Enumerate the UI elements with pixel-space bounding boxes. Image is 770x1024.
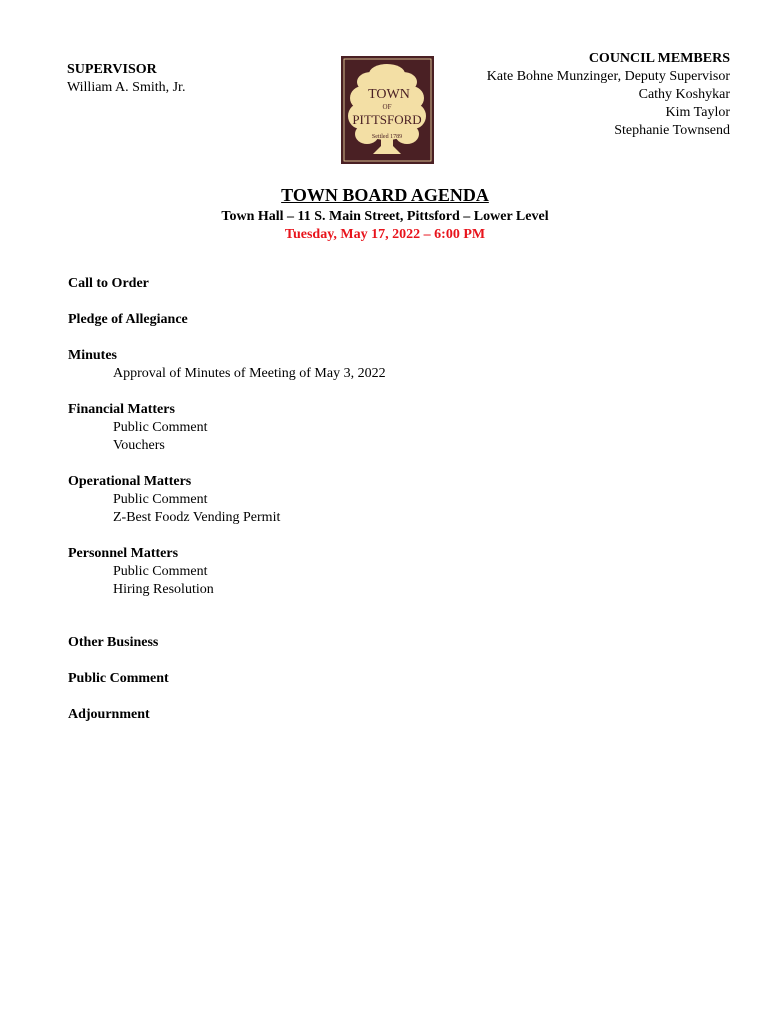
section-heading: Personnel Matters	[68, 546, 179, 561]
section-heading: Public Comment	[68, 671, 169, 686]
section-item: Z-Best Foodz Vending Permit	[113, 510, 281, 525]
section-heading: Financial Matters	[68, 402, 175, 417]
meeting-location: Town Hall – 11 S. Main Street, Pittsford – Lower Level	[221, 209, 549, 224]
logo-of-text: OF	[382, 103, 392, 111]
agenda-section-minutes	[68, 347, 386, 383]
supervisor-name: William A. Smith, Jr.	[67, 80, 186, 95]
agenda-section-operational	[68, 473, 386, 527]
logo-pittsford-text: PITTSFORD	[352, 112, 422, 127]
section-item: Public Comment	[113, 420, 208, 435]
section-item: Approval of Minutes of Meeting of May 3, 2022	[113, 366, 386, 381]
agenda-list	[68, 275, 386, 742]
supervisor-title: SUPERVISOR	[67, 62, 157, 77]
agenda-section-public-comment	[68, 670, 386, 688]
meeting-datetime: Tuesday, May 17, 2022 – 6:00 PM	[284, 227, 486, 242]
section-heading: Operational Matters	[68, 474, 192, 489]
agenda-section-other-business	[68, 634, 386, 652]
logo-settled-text: Settled 1789	[371, 134, 403, 140]
logo-town-text: TOWN	[368, 87, 410, 102]
agenda-section-adjournment	[68, 706, 386, 724]
section-item: Hiring Resolution	[113, 582, 214, 597]
section-heading: Pledge of Allegiance	[68, 312, 188, 327]
agenda-heading	[0, 0, 770, 244]
council-title: COUNCIL MEMBERS	[588, 51, 730, 66]
section-item: Vouchers	[113, 438, 165, 453]
section-heading: Minutes	[68, 348, 117, 363]
agenda-section-financial	[68, 401, 386, 455]
council-member: Kim Taylor	[665, 105, 730, 120]
section-heading: Call to Order	[68, 276, 149, 291]
agenda-section-call-to-order	[68, 275, 386, 293]
council-member: Stephanie Townsend	[614, 123, 730, 138]
council-member: Cathy Koshykar	[638, 87, 730, 102]
section-heading: Other Business	[68, 635, 159, 650]
section-item: Public Comment	[113, 492, 208, 507]
agenda-section-personnel	[68, 545, 386, 599]
agenda-section-pledge	[68, 311, 386, 329]
page-title: TOWN BOARD AGENDA	[281, 185, 489, 205]
section-item: Public Comment	[113, 564, 208, 579]
section-heading: Adjournment	[68, 707, 150, 722]
council-member: Kate Bohne Munzinger, Deputy Supervisor	[486, 69, 730, 84]
